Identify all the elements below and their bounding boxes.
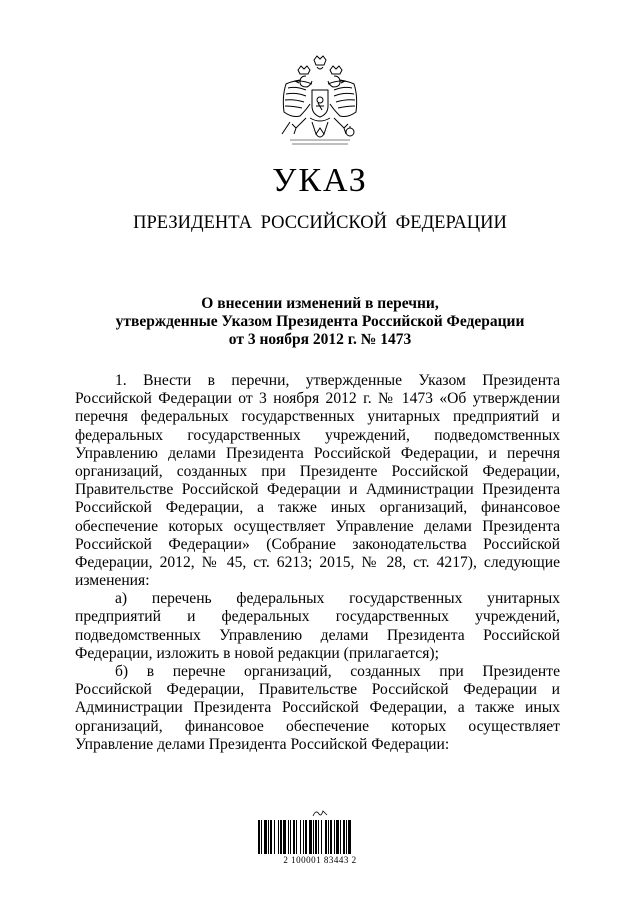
text-line: предприятий и федеральных государственных учреждений,	[75, 608, 560, 626]
barcode	[256, 808, 384, 870]
text-line: организаций, финансовое обеспечение которых осуществляет	[75, 717, 560, 735]
barcode-number: 2 100001 83443 2	[283, 855, 357, 865]
heading-line: О внесении изменений в перечни,	[201, 295, 439, 312]
document-issuer: ПРЕЗИДЕНТА РОССИЙСКОЙ ФЕДЕРАЦИИ	[133, 213, 507, 233]
text-line: федеральных государственных учреждений, подведомственных	[75, 426, 560, 444]
text-line: обеспечение которых осуществляет Управление делами Президента	[75, 517, 560, 535]
decree-body	[75, 372, 560, 754]
text-line: Российской Федерации, Правительстве Российской Федерации и	[75, 681, 560, 699]
text-line: Российской Федерации» (Собрание законодательства Российской	[75, 535, 560, 553]
text-line: Российской Федерации от 3 ноября 2012 г. № 1473 «Об утверждении	[75, 390, 560, 408]
text-line: изменения:	[75, 572, 150, 590]
document-title: УКАЗ	[272, 162, 368, 199]
text-line: Управлению делами Президента Российской Федерации, и перечня	[75, 444, 560, 462]
text-line: Федерации, изложить в новой редакции (прилагается);	[75, 644, 439, 662]
heading-line: утвержденные Указом Президента Российской Федерации	[115, 313, 525, 330]
text-line: Администрации Президента Российской Федерации, а также иных	[75, 699, 560, 717]
text-line: Правительстве Российской Федерации и Администрации Президента	[75, 481, 560, 499]
text-line: Управление делами Президента Российской Федерации:	[75, 735, 450, 753]
signature-mark-icon	[312, 808, 328, 818]
text-line: а) перечень федеральных государственных унитарных	[115, 590, 560, 608]
paragraph-b	[75, 663, 560, 754]
text-line: Российской Федерации, а также иных организаций, финансовое	[75, 499, 560, 517]
decree-heading	[60, 295, 580, 349]
paragraph-a	[75, 590, 560, 663]
text-line: перечня федеральных государственных унитарных предприятий и	[75, 408, 560, 426]
text-line: подведомственных Управлению делами Президента Российской	[75, 626, 560, 644]
barcode-bars-icon	[256, 820, 384, 854]
coat-of-arms-icon	[276, 54, 364, 154]
heading-line: от 3 ноября 2012 г. № 1473	[228, 331, 412, 348]
text-line: организаций, созданных при Президенте Российской Федерации,	[75, 462, 560, 480]
text-line: 1. Внести в перечни, утвержденные Указом Президента	[115, 372, 560, 389]
text-line: б) в перечне организаций, созданных при Президенте	[115, 663, 560, 680]
text-line: Федерации, 2012, № 45, ст. 6213; 2015, № 28, ст. 4217), следующие	[75, 553, 560, 571]
paragraph-1	[75, 372, 560, 590]
